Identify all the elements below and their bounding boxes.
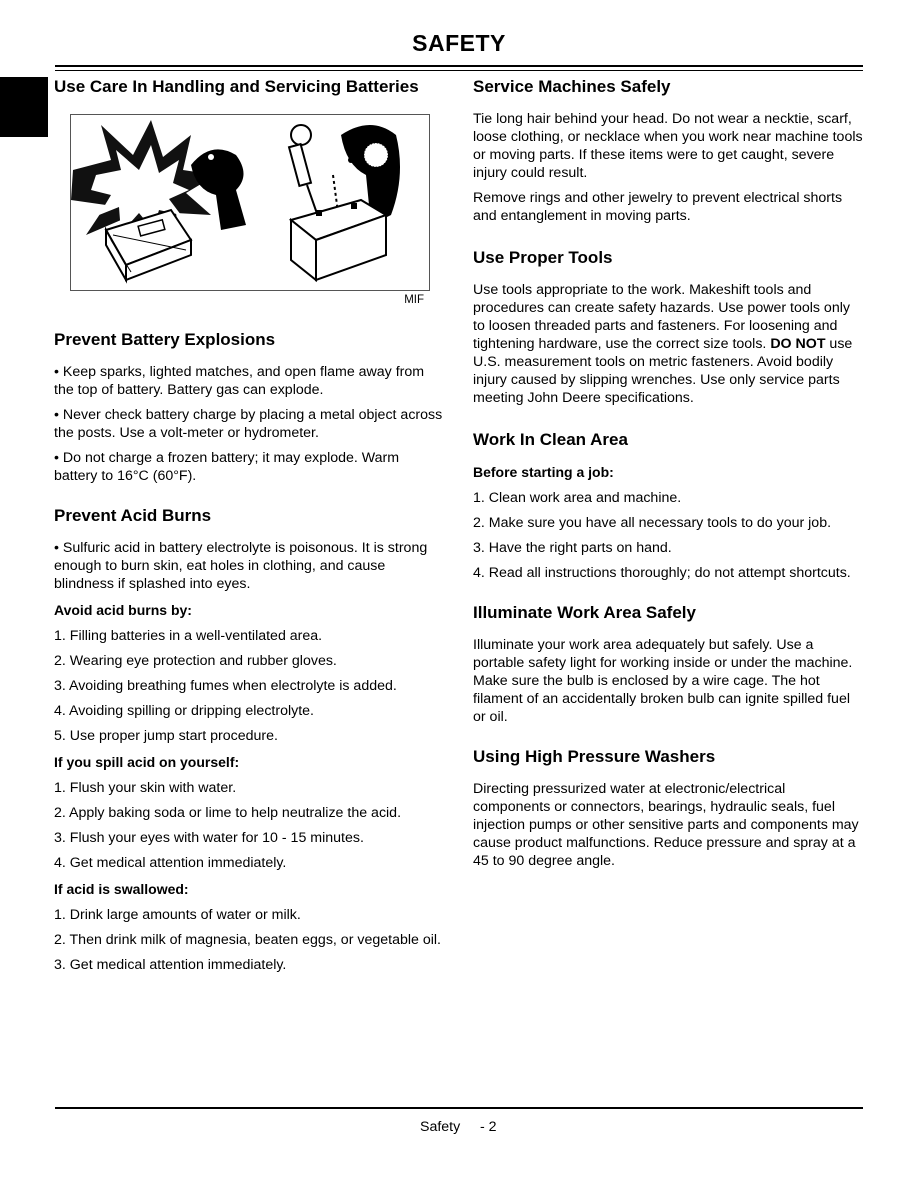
tools-emphasis: DO NOT	[770, 336, 826, 352]
footer-rule	[55, 1107, 863, 1109]
before-job-subheading: Before starting a job:	[473, 464, 614, 480]
service-paragraph: Tie long hair behind your head. Do not wear a necktie, scarf, loose clothing, or necklace when you work near machine tools or moving parts. If these items were to get caught, severe injury could result.	[473, 111, 863, 181]
list-item: 5. Use proper jump start procedure.	[54, 728, 278, 744]
tools-text: Use tools appropriate to the work. Makeshift tools and procedures can create safety hazards. Use power tools only to loosen threaded parts and fasteners. For loosening and tightening hardware, use the correct size tools.	[473, 282, 850, 352]
illuminate-heading: Illuminate Work Area Safely	[473, 603, 696, 622]
battery-explosions-heading: Prevent Battery Explosions	[54, 330, 276, 349]
list-item: • Never check battery charge by placing a metal object across the posts. Use a volt-meter or hydrometer.	[54, 407, 443, 441]
header-rule	[55, 65, 863, 67]
battery-explosion-illustration	[71, 115, 429, 290]
clean-area-heading: Work In Clean Area	[473, 430, 628, 449]
list-item: 4. Avoiding spilling or dripping electrolyte.	[54, 703, 314, 719]
page-title: SAFETY	[412, 30, 506, 56]
list-item: 2. Wearing eye protection and rubber gloves.	[54, 653, 337, 669]
list-item: 1. Filling batteries in a well-ventilated area.	[54, 628, 323, 644]
swallow-acid-subheading: If acid is swallowed:	[54, 881, 189, 897]
header-rule-thin	[55, 70, 863, 71]
pressure-washers-paragraph: Directing pressurized water at electronic/electrical components or connectors, bearings, hydraulic seals, fuel injection pumps or other sensitive parts and components may cause product malfunctions. Reduce pressure and spray at a 45 to 90 degree angle.	[473, 781, 859, 869]
battery-handling-heading: Use Care In Handling and Servicing Batteries	[54, 77, 419, 96]
battery-hazard-illustration	[70, 114, 430, 291]
page-footer	[420, 1119, 497, 1135]
hydrometer-scene	[289, 125, 400, 280]
pressure-washers-heading: Using High Pressure Washers	[473, 747, 716, 766]
service-machines-heading: Service Machines Safely	[473, 77, 671, 96]
left-column	[54, 76, 446, 981]
spill-acid-subheading: If you spill acid on yourself:	[54, 754, 240, 770]
list-item: 4. Get medical attention immediately.	[54, 855, 287, 871]
service-paragraph: Remove rings and other jewelry to prevent electrical shorts and entanglement in moving parts.	[473, 190, 843, 224]
list-item: 3. Have the right parts on hand.	[473, 540, 672, 556]
avoid-acid-subheading: Avoid acid burns by:	[54, 602, 192, 618]
section-tab-marker	[0, 77, 48, 137]
proper-tools-heading: Use Proper Tools	[473, 248, 613, 267]
list-item: 4. Read all instructions thoroughly; do not attempt shortcuts.	[473, 565, 851, 581]
list-item: 1. Drink large amounts of water or milk.	[54, 907, 301, 923]
list-item: 2. Apply baking soda or lime to help neutralize the acid.	[54, 805, 402, 821]
list-item: 3. Get medical attention immediately.	[54, 957, 287, 973]
list-item: 2. Make sure you have all necessary tools to do your job.	[473, 515, 832, 531]
list-item: 1. Flush your skin with water.	[54, 780, 237, 796]
person-silhouette	[191, 149, 246, 230]
figure-code: MIF	[404, 294, 424, 306]
footer-page-number: - 2	[479, 1119, 497, 1135]
right-column	[473, 76, 865, 877]
illuminate-paragraph: Illuminate your work area adequately but safely. Use a portable safety light for working inside or under the machine. Make sure the bulb is enclosed by a wire cage. The hot filament of an accidentally broken bulb can ignite spilled fuel or oil.	[473, 637, 853, 725]
proper-tools-paragraph	[473, 281, 865, 407]
list-item: 1. Clean work area and machine.	[473, 490, 682, 506]
acid-burns-intro: • Sulfuric acid in battery electrolyte is poisonous. It is strong enough to burn skin, eat holes in clothing, and cause blindness if splashed into eyes.	[54, 540, 428, 592]
list-item: 2. Then drink milk of magnesia, beaten eggs, or vegetable oil.	[54, 932, 441, 948]
list-item: 3. Flush your eyes with water for 10 - 15 minutes.	[54, 830, 364, 846]
list-item: 3. Avoiding breathing fumes when electrolyte is added.	[54, 678, 397, 694]
list-item: • Keep sparks, lighted matches, and open flame away from the top of battery. Battery gas can explode.	[54, 364, 425, 398]
footer-section: Safety	[420, 1119, 461, 1135]
acid-burns-heading: Prevent Acid Burns	[54, 506, 212, 525]
list-item: • Do not charge a frozen battery; it may explode. Warm battery to 16°C (60°F).	[54, 450, 400, 484]
tools-text: use U.S. measurement tools on metric fasteners. Avoid bodily injury caused by slipping wrenches. Use only service parts meeting John Deere specifications.	[473, 336, 853, 406]
